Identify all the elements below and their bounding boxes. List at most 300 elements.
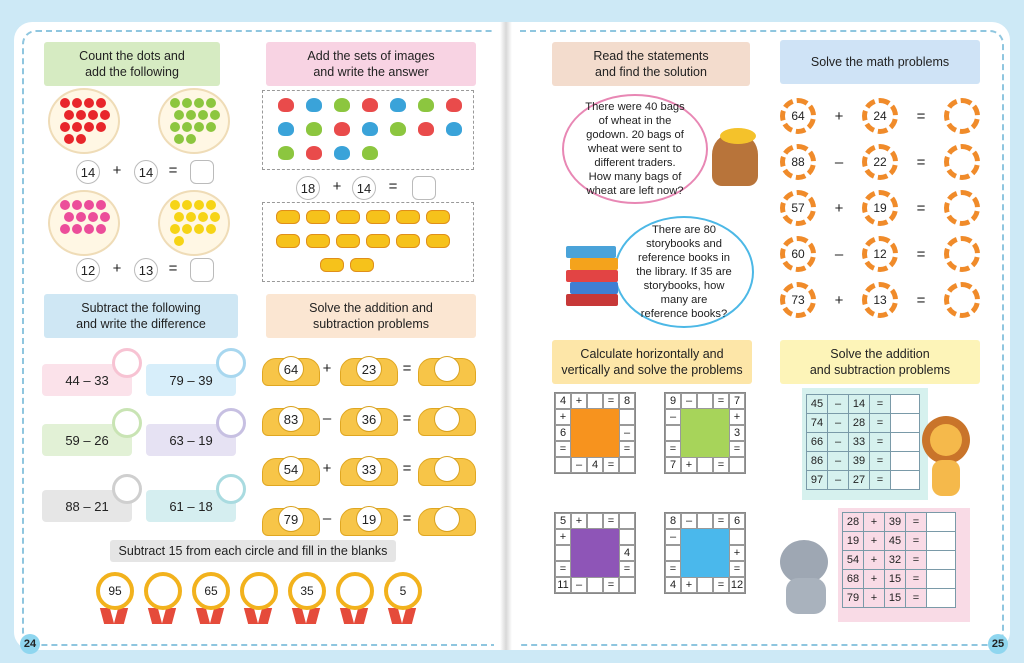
haystack xyxy=(340,358,398,386)
subtract-answer-4[interactable] xyxy=(216,408,246,438)
subtract-item-6: 61 – 18 xyxy=(146,490,236,522)
statement-bubble-2 xyxy=(614,216,754,328)
lifering-number: 24 xyxy=(862,98,898,134)
dot xyxy=(72,224,82,234)
spinning-top-icon xyxy=(446,98,462,112)
lion-face-icon xyxy=(930,424,962,456)
answer-cell[interactable] xyxy=(927,513,956,532)
grid-fill xyxy=(713,561,729,577)
grid-fill xyxy=(587,561,603,577)
add-sets-header: Add the sets of images and write the answer xyxy=(266,42,476,86)
grid-cell[interactable] xyxy=(729,529,745,545)
haystack xyxy=(262,408,320,436)
grid-fill xyxy=(587,441,603,457)
haystack-number: 33 xyxy=(356,456,382,482)
count-num-d: 13 xyxy=(134,258,158,282)
grid-cell: – xyxy=(665,409,681,425)
grid-cell: = xyxy=(555,441,571,457)
dot xyxy=(72,122,82,132)
grid-cell: – xyxy=(619,425,635,441)
operator-sign: + xyxy=(834,200,844,217)
answer-cell[interactable] xyxy=(891,471,920,490)
grid-cell[interactable] xyxy=(619,457,635,473)
dot-plate-green xyxy=(158,88,230,154)
grid-cell[interactable] xyxy=(697,393,713,409)
subtract-answer-6[interactable] xyxy=(216,474,246,504)
dot-plate-red xyxy=(48,88,120,154)
spinning-top-icon xyxy=(362,146,378,160)
helicopter-icon xyxy=(426,210,450,224)
grid-cell: – xyxy=(571,457,587,473)
table-cell: 28 xyxy=(849,414,870,433)
answer-cell[interactable] xyxy=(927,570,956,589)
table-row xyxy=(843,532,956,551)
lifering-number: 12 xyxy=(862,236,898,272)
book-icon xyxy=(566,294,618,306)
spinning-top-icon xyxy=(334,146,350,160)
table-cell: 28 xyxy=(843,513,864,532)
grid-cell[interactable] xyxy=(619,409,635,425)
table-cell: 79 xyxy=(843,589,864,608)
table-row xyxy=(843,551,956,570)
grid-cell: – xyxy=(571,577,587,593)
count-num-c: 12 xyxy=(76,258,100,282)
grid-fill xyxy=(697,441,713,457)
helicopter-icon xyxy=(336,210,360,224)
haystack xyxy=(262,508,320,536)
grid-fill xyxy=(713,409,729,425)
grid-cell: 6 xyxy=(555,425,571,441)
dot xyxy=(194,122,204,132)
dot xyxy=(170,122,180,132)
spinning-top-icon xyxy=(278,122,294,136)
dot xyxy=(174,236,184,246)
grid-cell: 4 xyxy=(587,457,603,473)
table-cell: = xyxy=(906,589,927,608)
lifering-number: 13 xyxy=(862,282,898,318)
spinning-top-icon xyxy=(278,146,294,160)
equals-sign: = xyxy=(402,510,412,527)
lifering-answer[interactable] xyxy=(944,190,980,226)
grid-fill xyxy=(603,545,619,561)
table-cell: 66 xyxy=(807,433,828,452)
spinning-top-icon xyxy=(362,122,378,136)
subtract-answer-5[interactable] xyxy=(112,474,142,504)
spinning-top-icon xyxy=(306,146,322,160)
grid-cell[interactable] xyxy=(587,393,603,409)
plus-sign: + xyxy=(112,162,122,179)
grid-fill xyxy=(571,561,587,577)
grid-cell: 5 xyxy=(555,513,571,529)
grid-fill xyxy=(571,441,587,457)
haystack-number: 79 xyxy=(278,506,304,532)
helicopter-icon xyxy=(276,210,300,224)
lifering-number: 73 xyxy=(780,282,816,318)
table-cell: 27 xyxy=(849,471,870,490)
lifering-number: 88 xyxy=(780,144,816,180)
dot xyxy=(198,110,208,120)
grid-cell: = xyxy=(665,561,681,577)
cross-grid xyxy=(554,512,636,594)
dot xyxy=(84,200,94,210)
dot xyxy=(194,224,204,234)
table-cell: + xyxy=(864,570,885,589)
answer-cell[interactable] xyxy=(891,433,920,452)
medal-blank[interactable] xyxy=(240,572,278,610)
operator-sign: – xyxy=(834,246,844,263)
grid-cell: – xyxy=(681,513,697,529)
haystack-answer[interactable] xyxy=(418,358,476,386)
grid-cell: + xyxy=(571,393,587,409)
answer-circle[interactable] xyxy=(434,356,460,382)
table-row xyxy=(807,471,920,490)
grid-cell: = xyxy=(729,441,745,457)
grid-cell[interactable] xyxy=(619,577,635,593)
grid-cell[interactable] xyxy=(665,425,681,441)
haystack-number: 36 xyxy=(356,406,382,432)
helicopter-icon xyxy=(336,234,360,248)
answer-cell[interactable] xyxy=(927,532,956,551)
grid-cell: 8 xyxy=(665,513,681,529)
grid-fill xyxy=(603,425,619,441)
subtract-answer-1[interactable] xyxy=(112,348,142,378)
subtract15-header: Subtract 15 from each circle and fill in the blanks xyxy=(110,540,396,562)
lifering-number: 19 xyxy=(862,190,898,226)
dot xyxy=(170,200,180,210)
spinning-top-icon xyxy=(334,122,350,136)
grid-fill xyxy=(587,425,603,441)
grid-cell: 4 xyxy=(665,577,681,593)
answer-box-3[interactable] xyxy=(412,176,436,200)
plus-sign: + xyxy=(112,260,122,277)
dot xyxy=(186,212,196,222)
haystack-number: 64 xyxy=(278,356,304,382)
grid-fill xyxy=(713,529,729,545)
book-icon xyxy=(570,282,618,294)
grid-cell: 9 xyxy=(665,393,681,409)
haystack xyxy=(262,458,320,486)
table-cell: = xyxy=(906,513,927,532)
table-cell: + xyxy=(864,532,885,551)
grid-cell: 4 xyxy=(555,393,571,409)
dot-plate-yellow xyxy=(158,190,230,256)
equals-sign: = xyxy=(402,360,412,377)
table-cell: – xyxy=(828,414,849,433)
grid-cell[interactable] xyxy=(587,577,603,593)
grid-fill xyxy=(681,425,697,441)
dot xyxy=(72,200,82,210)
answer-box-2[interactable] xyxy=(190,258,214,282)
dot xyxy=(96,98,106,108)
table-cell: – xyxy=(828,433,849,452)
grid-fill xyxy=(571,409,587,425)
grid-fill xyxy=(603,441,619,457)
grid-cell[interactable] xyxy=(555,457,571,473)
table-cell: = xyxy=(870,395,891,414)
haystack-answer[interactable] xyxy=(418,458,476,486)
grid-cell: = xyxy=(713,457,729,473)
dot xyxy=(88,212,98,222)
grid-cell: 12 xyxy=(730,579,744,591)
dot xyxy=(198,212,208,222)
medal-number: 5 xyxy=(384,572,422,610)
helicopter-icon xyxy=(306,210,330,224)
grid-cell[interactable] xyxy=(729,457,745,473)
sets-num-a: 18 xyxy=(296,176,320,200)
grid-cell: 7 xyxy=(665,457,681,473)
table-row xyxy=(843,589,956,608)
grid-cell: – xyxy=(665,529,681,545)
spinning-top-icon xyxy=(306,122,322,136)
operator-sign: + xyxy=(322,360,332,377)
helicopter-icon xyxy=(320,258,344,272)
table-cell: 32 xyxy=(885,551,906,570)
grid-fill xyxy=(681,441,697,457)
lifering-number: 22 xyxy=(862,144,898,180)
dot xyxy=(206,200,216,210)
grid-cell: = xyxy=(713,513,729,529)
addsub-table-1 xyxy=(806,394,920,490)
grid-cell: = xyxy=(555,561,571,577)
helicopter-icon xyxy=(366,234,390,248)
subtract-item-1: 44 – 33 xyxy=(42,364,132,396)
dot xyxy=(206,98,216,108)
grid-cell[interactable] xyxy=(697,457,713,473)
statement-bubble-1 xyxy=(562,94,708,204)
grid-fill xyxy=(713,425,729,441)
table-row xyxy=(807,452,920,471)
dot xyxy=(60,224,70,234)
dot xyxy=(194,98,204,108)
grid-cell: – xyxy=(681,393,697,409)
spinning-top-icon xyxy=(278,98,294,112)
equals-sign: = xyxy=(916,246,926,263)
books-icon xyxy=(566,246,616,258)
grid-cell: = xyxy=(603,457,619,473)
answer-cell[interactable] xyxy=(891,414,920,433)
grid-cell: = xyxy=(713,393,729,409)
haystack-answer[interactable] xyxy=(418,408,476,436)
dot xyxy=(84,122,94,132)
equals-sign: = xyxy=(168,162,178,179)
haystack-answer[interactable] xyxy=(418,508,476,536)
dot-plate-pink xyxy=(48,190,120,256)
table-cell: 39 xyxy=(885,513,906,532)
grid-cell: + xyxy=(555,529,571,545)
grid-cell: 8 xyxy=(619,393,635,409)
plus-sign: + xyxy=(332,178,342,195)
addsub2-header: Solve the addition and subtraction problems xyxy=(780,340,980,384)
table-cell: – xyxy=(828,452,849,471)
helicopter-icon xyxy=(396,234,420,248)
dot xyxy=(100,212,110,222)
dot xyxy=(186,110,196,120)
medal-number: 35 xyxy=(288,572,326,610)
table-cell: = xyxy=(906,532,927,551)
grid-cell: = xyxy=(619,441,635,457)
grid-fill xyxy=(681,561,697,577)
dot xyxy=(72,98,82,108)
table-cell: 74 xyxy=(807,414,828,433)
medal-number: 95 xyxy=(96,572,134,610)
table-row xyxy=(807,414,920,433)
table-cell: = xyxy=(906,551,927,570)
grid-cell[interactable] xyxy=(555,545,571,561)
table-row xyxy=(807,433,920,452)
coins-icon xyxy=(720,128,756,144)
dot xyxy=(182,122,192,132)
grid-fill xyxy=(587,529,603,545)
grid-cell: = xyxy=(619,561,635,577)
table-row xyxy=(843,570,956,589)
table-row xyxy=(843,513,956,532)
dot xyxy=(186,134,196,144)
dot xyxy=(84,98,94,108)
grid-cell: = xyxy=(603,513,619,529)
medal-blank[interactable] xyxy=(144,572,182,610)
grid-fill xyxy=(697,545,713,561)
grid-cell[interactable] xyxy=(697,513,713,529)
table-row xyxy=(807,395,920,414)
grid-fill xyxy=(681,529,697,545)
lifering-answer[interactable] xyxy=(944,282,980,318)
elephant-body-icon xyxy=(786,578,826,614)
medal-number: 65 xyxy=(192,572,230,610)
spinning-top-icon xyxy=(334,98,350,112)
grid-fill xyxy=(697,561,713,577)
dot xyxy=(170,224,180,234)
grid-cell: + xyxy=(681,577,697,593)
table-cell: + xyxy=(864,513,885,532)
statements-header: Read the statements and find the solution xyxy=(552,42,750,86)
lifering-answer[interactable] xyxy=(944,144,980,180)
subtract-answer-2[interactable] xyxy=(216,348,246,378)
helicopter-icon xyxy=(366,210,390,224)
helicopter-icon xyxy=(276,234,300,248)
spinning-top-icon xyxy=(418,98,434,112)
dot xyxy=(96,200,106,210)
book-icon xyxy=(566,270,618,282)
spinning-top-icon xyxy=(446,122,462,136)
answer-box-1[interactable] xyxy=(190,160,214,184)
table-cell: – xyxy=(828,395,849,414)
answer-cell[interactable] xyxy=(891,452,920,471)
grid-cell[interactable] xyxy=(697,577,713,593)
grid-fill xyxy=(697,425,713,441)
table-cell: = xyxy=(870,471,891,490)
lion-body-icon xyxy=(932,460,960,496)
medal-blank[interactable] xyxy=(336,572,374,610)
operator-sign: – xyxy=(322,510,332,527)
dot xyxy=(194,200,204,210)
dot xyxy=(64,134,74,144)
dot xyxy=(76,110,86,120)
answer-cell[interactable] xyxy=(891,395,920,414)
answer-cell[interactable] xyxy=(927,589,956,608)
table-cell: 33 xyxy=(849,433,870,452)
grid-cell[interactable] xyxy=(619,513,635,529)
grid-cell: + xyxy=(555,409,571,425)
grid-fill xyxy=(603,409,619,425)
answer-cell[interactable] xyxy=(927,551,956,570)
grid-fill xyxy=(697,529,713,545)
subtract-answer-3[interactable] xyxy=(112,408,142,438)
answer-circle[interactable] xyxy=(434,406,460,432)
grid-fill xyxy=(713,441,729,457)
grid-cell: + xyxy=(571,513,587,529)
grid-cell: 11 xyxy=(555,577,571,593)
grid-fill xyxy=(571,545,587,561)
equals-sign: = xyxy=(402,460,412,477)
table-cell: 86 xyxy=(807,452,828,471)
haystack-number: 83 xyxy=(278,406,304,432)
addsub-table-2 xyxy=(842,512,956,608)
spinning-top-icon xyxy=(306,98,322,112)
dot xyxy=(88,110,98,120)
answer-circle[interactable] xyxy=(434,456,460,482)
dot xyxy=(210,212,220,222)
dot xyxy=(84,224,94,234)
equals-sign: = xyxy=(388,178,398,195)
answer-circle[interactable] xyxy=(434,506,460,532)
count-num-a: 14 xyxy=(76,160,100,184)
dot xyxy=(96,224,106,234)
addsub-header: Solve the addition and subtraction problems xyxy=(266,294,476,338)
table-cell: 97 xyxy=(807,471,828,490)
operator-sign: + xyxy=(322,460,332,477)
subtract-item-3: 59 – 26 xyxy=(42,424,132,456)
page-number-right: 25 xyxy=(988,634,1008,654)
grid-fill xyxy=(681,409,697,425)
grid-cell[interactable] xyxy=(619,529,635,545)
lifering-number: 64 xyxy=(780,98,816,134)
table-cell: 68 xyxy=(843,570,864,589)
subtract-item-4: 63 – 19 xyxy=(146,424,236,456)
lifering-answer[interactable] xyxy=(944,98,980,134)
count-num-b: 14 xyxy=(134,160,158,184)
spinning-top-icon xyxy=(362,98,378,112)
horizontal-header: Calculate horizontally and vertically and solve the problems xyxy=(552,340,752,384)
grid-cell: = xyxy=(603,577,619,593)
dot xyxy=(64,110,74,120)
dot xyxy=(60,122,70,132)
book-spine xyxy=(500,22,512,650)
book-icon xyxy=(570,258,618,270)
lifering-number: 60 xyxy=(780,236,816,272)
dot xyxy=(60,200,70,210)
equals-sign: = xyxy=(916,154,926,171)
equals-sign: = xyxy=(916,200,926,217)
grid-fill xyxy=(587,409,603,425)
grid-fill xyxy=(571,529,587,545)
table-cell: = xyxy=(906,570,927,589)
subtract-item-2: 79 – 39 xyxy=(146,364,236,396)
subtract-header: Subtract the following and write the difference xyxy=(44,294,238,338)
operator-sign: + xyxy=(834,292,844,309)
operator-sign: + xyxy=(834,108,844,125)
dot xyxy=(210,110,220,120)
grid-cell: 6 xyxy=(729,513,745,529)
equals-sign: = xyxy=(916,292,926,309)
table-cell: + xyxy=(864,589,885,608)
table-cell: = xyxy=(870,414,891,433)
table-cell: 15 xyxy=(885,589,906,608)
grid-cell: = xyxy=(713,577,729,593)
lifering-answer[interactable] xyxy=(944,236,980,272)
grid-cell[interactable] xyxy=(665,545,681,561)
helicopter-icon xyxy=(426,234,450,248)
grid-cell[interactable] xyxy=(587,513,603,529)
